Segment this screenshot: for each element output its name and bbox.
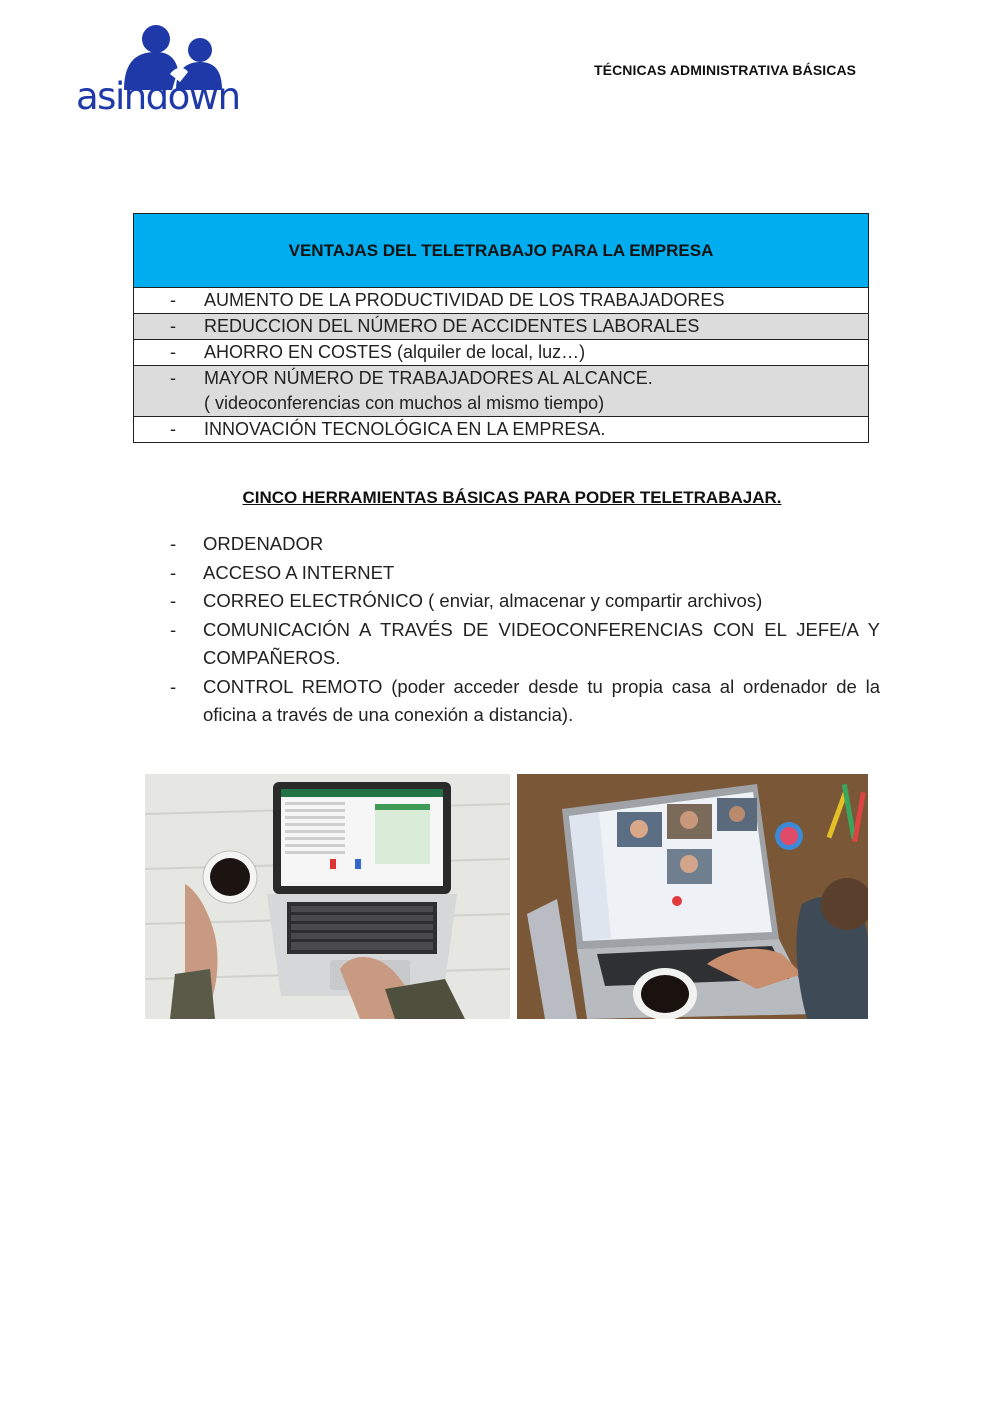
asindown-logo xyxy=(72,22,272,122)
table-row xyxy=(134,288,869,314)
bullet-dash: - xyxy=(170,368,176,388)
advantage-text xyxy=(204,366,868,416)
tool-text: CONTROL REMOTO (poder acceder desde tu propia casa al ordenador de la oficina a través de una conexión a distancia). xyxy=(203,675,880,725)
list-item xyxy=(170,673,880,730)
tools-section-title: CINCO HERRAMIENTAS BÁSICAS PARA PODER TELETRABAJAR. xyxy=(242,488,782,507)
advantage-text: INNOVACIÓN TECNOLÓGICA EN LA EMPRESA. xyxy=(204,419,606,439)
laptop-spreadsheet-photo xyxy=(145,774,510,1019)
tool-text: CORREO ELECTRÓNICO ( enviar, almacenar y compartir archivos) xyxy=(203,590,763,611)
list-item xyxy=(170,530,880,559)
table-row xyxy=(134,340,869,366)
bullet-dash: - xyxy=(170,316,176,336)
tool-text: COMUNICACIÓN A TRAVÉS DE VIDEOCONFERENCIAS CON EL JEFE/A Y COMPAÑEROS. xyxy=(203,618,880,668)
tool-text: ORDENADOR xyxy=(203,533,324,554)
list-item xyxy=(170,616,880,673)
list-item xyxy=(170,587,880,616)
list-item xyxy=(170,559,880,588)
advantage-line: MAYOR NÚMERO DE TRABAJADORES AL ALCANCE. xyxy=(204,368,653,388)
advantage-text: AHORRO EN COSTES (alquiler de local, luz…) xyxy=(204,342,586,362)
table-row xyxy=(134,366,869,417)
bullet-dash: - xyxy=(170,561,177,583)
table-row xyxy=(134,314,869,340)
logo-text: asindown xyxy=(76,75,240,118)
bullet-dash: - xyxy=(170,533,177,554)
tool-text: ACCESO A INTERNET xyxy=(203,561,395,583)
bullet-dash: - xyxy=(170,342,176,362)
table-row xyxy=(134,417,869,443)
document-header-title: TÉCNICAS ADMINISTRATIVA BÁSICAS xyxy=(594,62,857,78)
advantage-line: ( videoconferencias con muchos al mismo tiempo) xyxy=(204,393,605,413)
bullet-dash: - xyxy=(170,618,177,640)
advantage-text: AUMENTO DE LA PRODUCTIVIDAD DE LOS TRABAJADORES xyxy=(204,290,725,310)
advantages-table xyxy=(133,213,869,443)
advantages-table-title: VENTAJAS DEL TELETRABAJO PARA LA EMPRESA xyxy=(134,214,869,288)
bullet-dash: - xyxy=(170,590,177,611)
tools-list xyxy=(170,530,880,730)
bullet-dash: - xyxy=(170,290,176,310)
bullet-dash: - xyxy=(170,419,176,439)
advantage-text: REDUCCION DEL NÚMERO DE ACCIDENTES LABORALES xyxy=(204,316,700,336)
bullet-dash: - xyxy=(170,675,177,697)
video-conference-photo xyxy=(517,774,868,1019)
